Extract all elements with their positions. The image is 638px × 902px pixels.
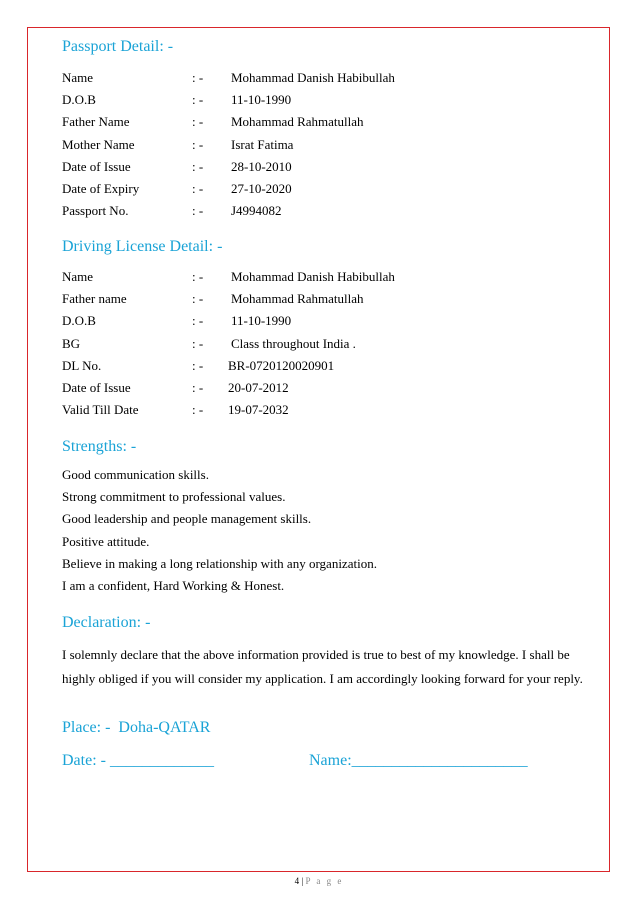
strength-item: Strong commitment to professional values. bbox=[62, 489, 286, 504]
passport-row-date-of-issue bbox=[62, 158, 582, 176]
row-label: Father name bbox=[62, 291, 127, 306]
row-label: Valid Till Date bbox=[62, 402, 139, 417]
name-signature-blank: ______________________ bbox=[351, 752, 528, 769]
row-value: 11-10-1990 bbox=[231, 313, 292, 328]
row-value: Mohammad Danish Habibullah bbox=[231, 70, 395, 85]
strength-item: Believe in making a long relationship with any organization. bbox=[62, 556, 377, 571]
date-line bbox=[62, 752, 214, 770]
name-label: Name: bbox=[309, 752, 352, 769]
row-value: 20-07-2012 bbox=[228, 380, 289, 395]
row-label: Date of Expiry bbox=[62, 181, 140, 196]
row-separator: : - bbox=[192, 336, 204, 351]
row-value: Mohammad Rahmatullah bbox=[231, 114, 364, 129]
row-value: J4994082 bbox=[231, 203, 282, 218]
row-separator: : - bbox=[192, 92, 204, 107]
dl-row-valid-till bbox=[62, 401, 582, 419]
row-separator: : - bbox=[192, 313, 204, 328]
row-value: 28-10-2010 bbox=[231, 159, 292, 174]
strength-item: Positive attitude. bbox=[62, 534, 150, 549]
strengths-heading: Strengths: - bbox=[62, 438, 137, 455]
row-label: Father Name bbox=[62, 114, 130, 129]
row-separator: : - bbox=[192, 380, 204, 395]
dl-row-father-name bbox=[62, 290, 582, 308]
row-label: D.O.B bbox=[62, 313, 96, 328]
date-label: Date: - bbox=[62, 752, 110, 769]
row-separator: : - bbox=[192, 137, 204, 152]
row-separator: : - bbox=[192, 70, 204, 85]
dl-row-date-of-issue bbox=[62, 379, 582, 397]
row-label: D.O.B bbox=[62, 92, 96, 107]
row-label: DL No. bbox=[62, 358, 102, 373]
driving-license-heading: Driving License Detail: - bbox=[62, 238, 223, 255]
name-signature-line bbox=[309, 752, 528, 770]
passport-row-father-name bbox=[62, 113, 582, 131]
row-separator: : - bbox=[192, 269, 204, 284]
row-value: Mohammad Danish Habibullah bbox=[231, 269, 395, 284]
row-value: Mohammad Rahmatullah bbox=[231, 291, 364, 306]
dl-row-dl-no bbox=[62, 357, 582, 375]
row-value: 19-07-2032 bbox=[228, 402, 289, 417]
page-number: 4 bbox=[294, 876, 300, 886]
row-value: 11-10-1990 bbox=[231, 92, 292, 107]
row-separator: : - bbox=[192, 114, 204, 129]
row-label: Passport No. bbox=[62, 203, 129, 218]
strength-item: Good leadership and people management skills. bbox=[62, 511, 312, 526]
row-value: BR-0720120020901 bbox=[228, 358, 335, 373]
declaration-heading: Declaration: - bbox=[62, 614, 151, 631]
row-label: BG bbox=[62, 336, 81, 351]
date-signature-blank: _____________ bbox=[109, 752, 214, 769]
strength-item: Good communication skills. bbox=[62, 467, 209, 482]
passport-heading: Passport Detail: - bbox=[62, 38, 174, 55]
row-separator: : - bbox=[192, 358, 204, 373]
declaration-text: I solemnly declare that the above information provided is true to best of my knowledge. I shall be highly obliged if you will consider my application. I am accordingly looking forward for your reply. bbox=[62, 647, 583, 686]
strength-item: I am a confident, Hard Working & Honest. bbox=[62, 578, 285, 593]
row-separator: : - bbox=[192, 402, 204, 417]
row-label: Name bbox=[62, 70, 94, 85]
dl-row-dob bbox=[62, 312, 582, 330]
row-value: Class throughout India . bbox=[231, 336, 356, 351]
row-value: 27-10-2020 bbox=[231, 181, 292, 196]
passport-row-date-of-expiry bbox=[62, 180, 582, 198]
passport-row-mother-name bbox=[62, 136, 582, 154]
row-label: Date of Issue bbox=[62, 159, 131, 174]
place-value: Doha-QATAR bbox=[118, 719, 211, 736]
row-label: Name bbox=[62, 269, 94, 284]
passport-row-dob bbox=[62, 91, 582, 109]
row-value: Israt Fatima bbox=[231, 137, 294, 152]
row-label: Date of Issue bbox=[62, 380, 131, 395]
passport-row-name bbox=[62, 69, 582, 87]
row-separator: : - bbox=[192, 181, 204, 196]
row-separator: : - bbox=[192, 291, 204, 306]
place-label: Place: - bbox=[62, 719, 111, 736]
row-label: Mother Name bbox=[62, 137, 135, 152]
page-footer bbox=[0, 876, 638, 886]
row-separator: : - bbox=[192, 203, 204, 218]
dl-row-name bbox=[62, 268, 582, 286]
dl-row-bg bbox=[62, 335, 582, 353]
page-separator: | bbox=[299, 876, 306, 886]
row-separator: : - bbox=[192, 159, 204, 174]
passport-row-passport-no bbox=[62, 202, 582, 220]
place-line bbox=[62, 719, 210, 737]
page-word: P a g e bbox=[305, 876, 344, 886]
